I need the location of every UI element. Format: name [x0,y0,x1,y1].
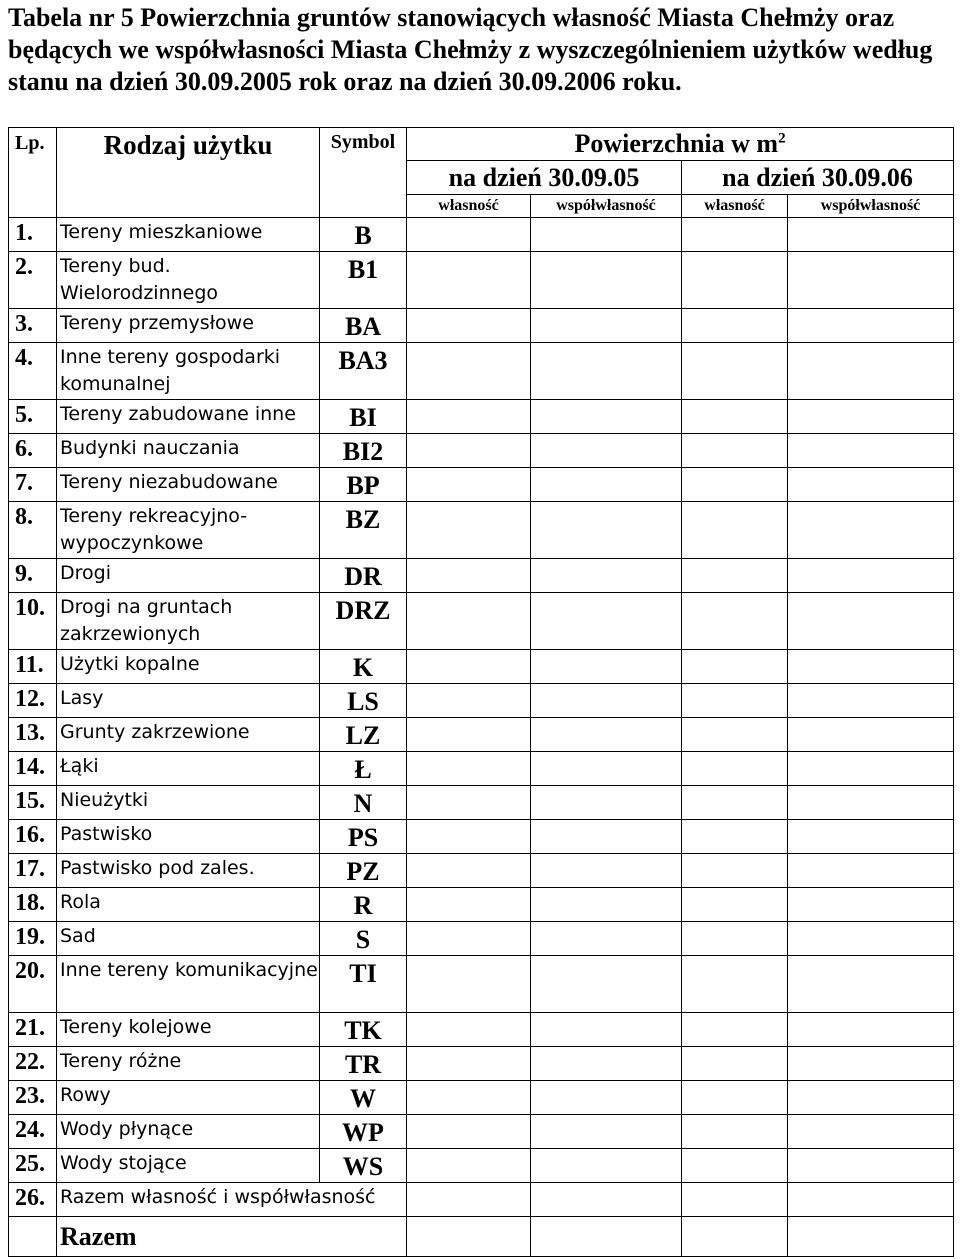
value-cell [682,854,788,888]
value-cell [407,559,531,593]
value-cell [788,252,954,309]
table-row-total [9,1183,954,1217]
value-cell [531,343,682,400]
table-row [9,218,954,252]
table-row [9,650,954,684]
value-cell [531,854,682,888]
row-lp: 24. [9,1115,57,1149]
value-cell [407,1183,531,1217]
row-lp: 25. [9,1149,57,1183]
value-cell [682,252,788,309]
value-cell [531,1217,682,1257]
value-cell [682,559,788,593]
value-cell [407,752,531,786]
row-symbol: BI2 [320,434,407,468]
value-cell [531,1013,682,1047]
value-cell [682,1149,788,1183]
row-lp: 10. [9,593,57,650]
table-row [9,854,954,888]
value-cell [531,752,682,786]
value-cell [788,854,954,888]
value-cell [682,718,788,752]
value-cell [531,1149,682,1183]
value-cell [531,922,682,956]
value-cell [407,218,531,252]
value-cell [531,1047,682,1081]
row-name: Tereny niezabudowane [57,468,320,502]
row-symbol: B [320,218,407,252]
row-lp: 8. [9,502,57,559]
row-lp: 17. [9,854,57,888]
header-wspolwlasnosc-2005: współwłasność [531,195,682,218]
row-name: Łąki [57,752,320,786]
header-date-2006: na dzień 30.09.06 [682,161,954,195]
value-cell [531,468,682,502]
value-cell [788,400,954,434]
razem-label: Razem [57,1217,407,1257]
value-cell [407,1081,531,1115]
value-cell [407,434,531,468]
value-cell [682,1047,788,1081]
header-date-2005: na dzień 30.09.05 [407,161,682,195]
row-symbol: BP [320,468,407,502]
table-row [9,956,954,1013]
value-cell [531,502,682,559]
row-name: Tereny rekreacyjno-wypoczynkowe [57,502,320,559]
table-row [9,309,954,343]
value-cell [788,718,954,752]
row-lp: 12. [9,684,57,718]
row-name: Budynki nauczania [57,434,320,468]
value-cell [682,1183,788,1217]
value-cell [531,309,682,343]
value-cell [788,434,954,468]
value-cell [788,1013,954,1047]
value-cell [682,752,788,786]
value-cell [531,1115,682,1149]
row-lp: 19. [9,922,57,956]
value-cell [407,786,531,820]
value-cell [682,922,788,956]
table-row [9,252,954,309]
table-row [9,468,954,502]
value-cell [407,1115,531,1149]
value-cell [682,786,788,820]
value-cell [531,218,682,252]
row-lp: 1. [9,218,57,252]
value-cell [407,502,531,559]
value-cell [531,1081,682,1115]
table-row [9,1115,954,1149]
value-cell [682,1217,788,1257]
value-cell [682,593,788,650]
table-row-razem [9,1217,954,1257]
row-lp: 14. [9,752,57,786]
table-row [9,400,954,434]
table-row [9,922,954,956]
value-cell [788,593,954,650]
value-cell [788,786,954,820]
row-name-total: Razem własność i współwłasność [57,1183,407,1217]
value-cell [407,1217,531,1257]
row-name: Grunty zakrzewione [57,718,320,752]
row-name: Pastwisko [57,820,320,854]
row-name: Inne tereny komunikacyjne [57,956,320,1013]
row-lp: 13. [9,718,57,752]
table-row [9,718,954,752]
header-symbol: Symbol [320,128,407,218]
value-cell [682,468,788,502]
value-cell [407,1013,531,1047]
table-row [9,752,954,786]
value-cell [682,434,788,468]
empty-cell [9,1217,57,1257]
row-name: Drogi na gruntach zakrzewionych [57,593,320,650]
value-cell [682,502,788,559]
value-cell [531,650,682,684]
row-lp: 20. [9,956,57,1013]
table-row [9,1047,954,1081]
row-symbol: BZ [320,502,407,559]
value-cell [531,786,682,820]
table-row [9,502,954,559]
row-symbol: DR [320,559,407,593]
value-cell [788,1217,954,1257]
row-name: Sad [57,922,320,956]
value-cell [788,888,954,922]
table-row [9,1013,954,1047]
value-cell [788,956,954,1013]
value-cell [407,468,531,502]
table-row [9,1081,954,1115]
row-lp: 6. [9,434,57,468]
value-cell [531,400,682,434]
value-cell [407,400,531,434]
value-cell [407,684,531,718]
row-symbol: S [320,922,407,956]
value-cell [682,218,788,252]
value-cell [407,252,531,309]
value-cell [531,1183,682,1217]
value-cell [788,1115,954,1149]
row-lp: 26. [9,1183,57,1217]
row-symbol: DRZ [320,593,407,650]
table-row [9,559,954,593]
value-cell [788,650,954,684]
value-cell [531,434,682,468]
value-cell [788,468,954,502]
row-symbol: B1 [320,252,407,309]
row-symbol: LS [320,684,407,718]
row-name: Inne tereny gospodarki komunalnej [57,343,320,400]
row-lp: 2. [9,252,57,309]
value-cell [531,820,682,854]
row-name: Rowy [57,1081,320,1115]
value-cell [407,888,531,922]
row-lp: 9. [9,559,57,593]
value-cell [407,1047,531,1081]
row-symbol: WP [320,1115,407,1149]
value-cell [531,888,682,922]
value-cell [407,956,531,1013]
value-cell [788,218,954,252]
value-cell [788,820,954,854]
value-cell [682,343,788,400]
value-cell [682,400,788,434]
row-lp: 3. [9,309,57,343]
row-symbol: W [320,1081,407,1115]
row-symbol: PZ [320,854,407,888]
header-powierzchnia-sup: 2 [778,130,786,147]
value-cell [682,1081,788,1115]
row-lp: 7. [9,468,57,502]
row-symbol: R [320,888,407,922]
table-row [9,1149,954,1183]
row-name: Pastwisko pod zales. [57,854,320,888]
row-lp: 5. [9,400,57,434]
row-lp: 21. [9,1013,57,1047]
value-cell [407,820,531,854]
row-name: Tereny bud. Wielorodzinnego [57,252,320,309]
table-row [9,820,954,854]
value-cell [788,502,954,559]
row-symbol: BA3 [320,343,407,400]
table-row [9,684,954,718]
row-name: Wody stojące [57,1149,320,1183]
value-cell [788,1149,954,1183]
land-use-table [8,127,954,1257]
value-cell [788,684,954,718]
row-name: Tereny mieszkaniowe [57,218,320,252]
value-cell [682,684,788,718]
value-cell [682,1115,788,1149]
table-row [9,593,954,650]
value-cell [788,1047,954,1081]
header-rodzaj: Rodzaj użytku [57,128,320,218]
page-title: Tabela nr 5 Powierzchnia gruntów stanowiących własność Miasta Chełmży oraz będących we współwłasności Miasta Chełmży z wyszczególnieniem użytków według stanu na dzień 30.09.2005 rok oraz na dzień 30.09.2006 roku. [8,3,933,96]
row-name: Tereny różne [57,1047,320,1081]
value-cell [682,1013,788,1047]
row-symbol: Ł [320,752,407,786]
header-powierzchnia [407,128,954,161]
row-name: Drogi [57,559,320,593]
row-symbol: BI [320,400,407,434]
value-cell [788,343,954,400]
value-cell [788,559,954,593]
value-cell [682,956,788,1013]
value-cell [788,1081,954,1115]
table-row [9,786,954,820]
row-name: Wody płynące [57,1115,320,1149]
value-cell [531,593,682,650]
table-row [9,434,954,468]
header-powierzchnia-text: Powierzchnia w m [574,129,779,158]
header-wlasnosc-2006: własność [682,195,788,218]
row-lp: 4. [9,343,57,400]
value-cell [531,252,682,309]
row-name: Tereny przemysłowe [57,309,320,343]
value-cell [407,922,531,956]
row-name: Rola [57,888,320,922]
row-name: Lasy [57,684,320,718]
row-symbol: TI [320,956,407,1013]
value-cell [682,888,788,922]
value-cell [682,650,788,684]
row-name: Użytki kopalne [57,650,320,684]
header-wlasnosc-2005: własność [407,195,531,218]
value-cell [788,309,954,343]
row-symbol: PS [320,820,407,854]
value-cell [407,343,531,400]
row-lp: 16. [9,820,57,854]
value-cell [407,718,531,752]
value-cell [788,752,954,786]
table-row [9,343,954,400]
row-symbol: WS [320,1149,407,1183]
value-cell [531,718,682,752]
header-wspolwlasnosc-2006: współwłasność [788,195,954,218]
value-cell [407,593,531,650]
row-symbol: BA [320,309,407,343]
value-cell [682,820,788,854]
value-cell [682,309,788,343]
row-lp: 11. [9,650,57,684]
value-cell [788,922,954,956]
row-lp: 23. [9,1081,57,1115]
row-lp: 22. [9,1047,57,1081]
row-name: Tereny kolejowe [57,1013,320,1047]
row-symbol: LZ [320,718,407,752]
value-cell [407,650,531,684]
header-lp: Lp. [9,128,57,218]
value-cell [407,309,531,343]
table-row [9,888,954,922]
row-symbol: N [320,786,407,820]
row-symbol: TK [320,1013,407,1047]
row-name: Nieużytki [57,786,320,820]
row-symbol: K [320,650,407,684]
value-cell [531,559,682,593]
row-symbol: TR [320,1047,407,1081]
value-cell [407,854,531,888]
row-name: Tereny zabudowane inne [57,400,320,434]
value-cell [531,956,682,1013]
row-lp: 18. [9,888,57,922]
value-cell [788,1183,954,1217]
row-lp: 15. [9,786,57,820]
value-cell [531,684,682,718]
value-cell [407,1149,531,1183]
